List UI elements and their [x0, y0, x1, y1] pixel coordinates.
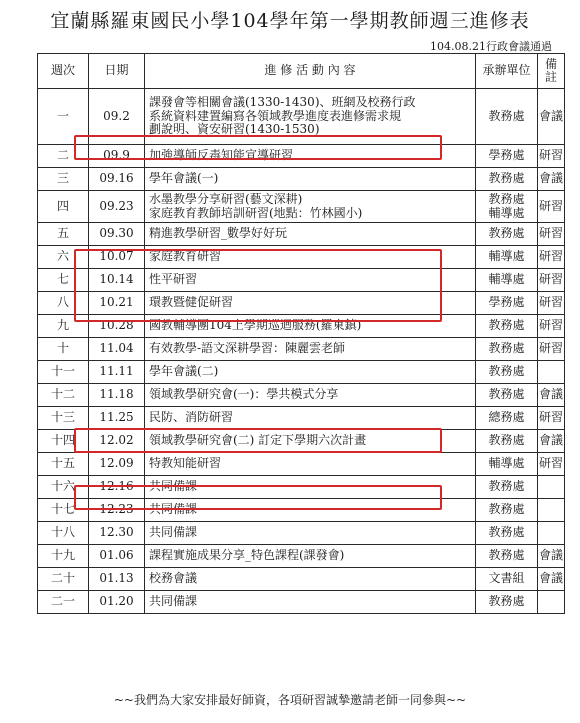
activity-line: 加強導師反毒知能宣導研習	[149, 148, 294, 163]
organizer-cell	[476, 522, 538, 545]
organizer-line: 教務處	[488, 364, 525, 379]
activity-line: 國教輔導團104上學期巡迴服務(羅東鎮)	[149, 318, 362, 333]
footer-note: ~~我們為大家安排最好師資，各項研習誠摯邀請老師一同參與~~	[113, 693, 467, 707]
organizer-cell	[476, 338, 538, 361]
date-cell: 09.2	[89, 89, 145, 145]
table-row	[38, 292, 565, 315]
table-row	[38, 545, 565, 568]
activity-line: 民防、消防研習	[149, 410, 234, 425]
organizer-line: 教務處	[488, 548, 525, 563]
date-cell: 11.04	[89, 338, 145, 361]
organizer-cell	[476, 145, 538, 168]
date-cell: 09.30	[89, 223, 145, 246]
remark-cell: 研習	[538, 292, 565, 315]
week-cell: 十四	[38, 430, 89, 453]
table-row	[38, 384, 565, 407]
week-cell: 十一	[38, 361, 89, 384]
header-week: 週次	[38, 54, 89, 89]
organizer-cell	[476, 545, 538, 568]
date-cell: 09.16	[89, 168, 145, 191]
organizer-cell	[476, 430, 538, 453]
activity-line: 精進教學研習_數學好好玩	[149, 226, 288, 241]
table-row	[38, 407, 565, 430]
remark-cell	[538, 361, 565, 384]
date-cell: 12.02	[89, 430, 145, 453]
organizer-line: 教務處	[488, 191, 525, 206]
organizer-cell	[476, 246, 538, 269]
week-cell: 六	[38, 246, 89, 269]
remark-cell: 會議	[538, 384, 565, 407]
organizer-line: 教務處	[488, 594, 525, 609]
table-row	[38, 191, 565, 223]
table-row	[38, 591, 565, 614]
remark-cell: 會議	[538, 545, 565, 568]
activity-line: 家庭教育教師培訓研習(地點：竹林國小)	[149, 205, 363, 220]
organizer-line: 教務處	[488, 479, 525, 494]
date-cell: 10.21	[89, 292, 145, 315]
date-cell: 09.9	[89, 145, 145, 168]
activity-cell	[145, 522, 476, 545]
date-cell: 01.13	[89, 568, 145, 591]
week-cell: 十二	[38, 384, 89, 407]
activity-line: 課發會等相關會議(1330-1430)、班網及校務行政	[149, 94, 416, 109]
page-title: 宜蘭縣羅東國民小學104學年第一學期教師週三進修表	[50, 10, 530, 32]
organizer-line: 教務處	[488, 108, 525, 123]
table-row	[38, 246, 565, 269]
remark-cell: 會議	[538, 168, 565, 191]
activity-line: 共同備課	[149, 525, 198, 540]
organizer-line: 總務處	[488, 410, 525, 425]
organizer-line: 教務處	[488, 341, 525, 356]
remark-cell: 研習	[538, 269, 565, 292]
organizer-cell	[476, 453, 538, 476]
table-row	[38, 145, 565, 168]
week-cell: 五	[38, 223, 89, 246]
remark-cell: 研習	[538, 191, 565, 223]
activity-cell	[145, 568, 476, 591]
organizer-line: 文書組	[488, 571, 525, 586]
remark-cell: 研習	[538, 407, 565, 430]
organizer-line: 學務處	[488, 148, 525, 163]
date-cell: 01.06	[89, 545, 145, 568]
table-row	[38, 499, 565, 522]
activity-cell	[145, 223, 476, 246]
activity-cell	[145, 191, 476, 223]
organizer-cell	[476, 568, 538, 591]
remark-cell: 研習	[538, 338, 565, 361]
remark-cell: 研習	[538, 453, 565, 476]
organizer-line: 輔導處	[488, 272, 525, 287]
activity-line: 有效教學-語文深耕學習：陳麗雲老師	[149, 341, 346, 356]
remark-cell: 會議	[538, 430, 565, 453]
activity-line: 性平研習	[149, 272, 198, 287]
activity-line: 學年會議(一)	[149, 171, 219, 186]
activity-cell	[145, 407, 476, 430]
organizer-line: 教務處	[488, 318, 525, 333]
table-row	[38, 453, 565, 476]
activity-cell	[145, 292, 476, 315]
remark-cell	[538, 476, 565, 499]
schedule-table	[37, 53, 565, 614]
approval-note: 104.08.21行政會議通過	[430, 40, 552, 53]
remark-cell: 研習	[538, 223, 565, 246]
activity-line: 共同備課	[149, 594, 198, 609]
activity-line: 領域教學研究會(一)：學共模式分享	[149, 387, 339, 402]
activity-cell	[145, 384, 476, 407]
activity-line: 環教暨健促研習	[149, 295, 234, 310]
organizer-cell	[476, 476, 538, 499]
week-cell: 二一	[38, 591, 89, 614]
header-row	[38, 54, 565, 89]
week-cell: 二	[38, 145, 89, 168]
remark-cell: 會議	[538, 89, 565, 145]
week-cell: 十七	[38, 499, 89, 522]
organizer-cell	[476, 384, 538, 407]
organizer-cell	[476, 591, 538, 614]
week-cell: 七	[38, 269, 89, 292]
remark-cell: 研習	[538, 246, 565, 269]
week-cell: 十	[38, 338, 89, 361]
organizer-cell	[476, 315, 538, 338]
week-cell: 二十	[38, 568, 89, 591]
activity-line: 共同備課	[149, 502, 198, 517]
remark-cell: 研習	[538, 145, 565, 168]
table-row	[38, 361, 565, 384]
date-cell: 12.30	[89, 522, 145, 545]
date-cell: 12.23	[89, 499, 145, 522]
activity-cell	[145, 145, 476, 168]
organizer-line: 教務處	[488, 171, 525, 186]
date-cell: 10.28	[89, 315, 145, 338]
organizer-cell	[476, 499, 538, 522]
date-cell: 10.14	[89, 269, 145, 292]
activity-cell	[145, 338, 476, 361]
organizer-line: 輔導處	[488, 456, 525, 471]
header-organizer: 承辦單位	[476, 54, 538, 89]
header-activity: 進 修 活 動 內 容	[145, 54, 476, 89]
date-cell: 09.23	[89, 191, 145, 223]
activity-cell	[145, 315, 476, 338]
organizer-cell	[476, 89, 538, 145]
table-row	[38, 223, 565, 246]
activity-cell	[145, 591, 476, 614]
organizer-line: 教務處	[488, 433, 525, 448]
organizer-cell	[476, 223, 538, 246]
activity-cell	[145, 499, 476, 522]
table-row	[38, 476, 565, 499]
remark-cell	[538, 522, 565, 545]
activity-line: 系統資料建置編寫各領域教學進度表進修需求規	[149, 108, 402, 123]
activity-line: 學年會議(二)	[149, 364, 219, 379]
table-row	[38, 522, 565, 545]
date-cell: 12.09	[89, 453, 145, 476]
date-cell: 11.18	[89, 384, 145, 407]
organizer-cell	[476, 269, 538, 292]
activity-cell	[145, 89, 476, 145]
date-cell: 01.20	[89, 591, 145, 614]
table-row	[38, 269, 565, 292]
week-cell: 十三	[38, 407, 89, 430]
activity-line: 共同備課	[149, 479, 198, 494]
header-remark-line2: 註	[544, 70, 557, 84]
header-remark-line1: 備	[544, 56, 557, 71]
remark-cell: 會議	[538, 568, 565, 591]
activity-cell	[145, 476, 476, 499]
organizer-cell	[476, 361, 538, 384]
week-cell: 一	[38, 89, 89, 145]
table-row	[38, 568, 565, 591]
activity-cell	[145, 269, 476, 292]
week-cell: 十五	[38, 453, 89, 476]
activity-line: 特教知能研習	[149, 456, 222, 471]
week-cell: 十八	[38, 522, 89, 545]
week-cell: 十九	[38, 545, 89, 568]
activity-line: 校務會議	[149, 571, 198, 586]
organizer-cell	[476, 168, 538, 191]
organizer-line: 輔導處	[488, 249, 525, 264]
activity-cell	[145, 246, 476, 269]
table-row	[38, 315, 565, 338]
date-cell: 11.25	[89, 407, 145, 430]
organizer-line: 學務處	[488, 295, 525, 310]
date-cell: 11.11	[89, 361, 145, 384]
week-cell: 十六	[38, 476, 89, 499]
date-cell: 10.07	[89, 246, 145, 269]
date-cell: 12.16	[89, 476, 145, 499]
header-date: 日期	[89, 54, 145, 89]
table-row	[38, 430, 565, 453]
table-row	[38, 168, 565, 191]
activity-line: 課程實施成果分享_特色課程(課發會)	[149, 548, 345, 563]
activity-cell	[145, 430, 476, 453]
organizer-cell	[476, 292, 538, 315]
activity-cell	[145, 361, 476, 384]
activity-line: 水墨教學分享研習(藝文深耕)	[149, 191, 303, 206]
organizer-line: 教務處	[488, 226, 525, 241]
activity-line: 劃說明、資安研習(1430-1530)	[149, 122, 320, 137]
activity-line: 家庭教育研習	[149, 249, 222, 264]
table-row	[38, 338, 565, 361]
organizer-line: 輔導處	[488, 205, 525, 220]
table-row	[38, 89, 565, 145]
activity-cell	[145, 168, 476, 191]
organizer-line: 教務處	[488, 502, 525, 517]
week-cell: 三	[38, 168, 89, 191]
organizer-line: 教務處	[488, 525, 525, 540]
week-cell: 八	[38, 292, 89, 315]
week-cell: 九	[38, 315, 89, 338]
header-remark	[538, 54, 565, 89]
activity-cell	[145, 453, 476, 476]
organizer-cell	[476, 191, 538, 223]
organizer-cell	[476, 407, 538, 430]
remark-cell	[538, 499, 565, 522]
remark-cell	[538, 591, 565, 614]
activity-line: 領域教學研究會(二) 訂定下學期六次計畫	[149, 433, 367, 448]
week-cell: 四	[38, 191, 89, 223]
organizer-line: 教務處	[488, 387, 525, 402]
remark-cell: 研習	[538, 315, 565, 338]
activity-cell	[145, 545, 476, 568]
